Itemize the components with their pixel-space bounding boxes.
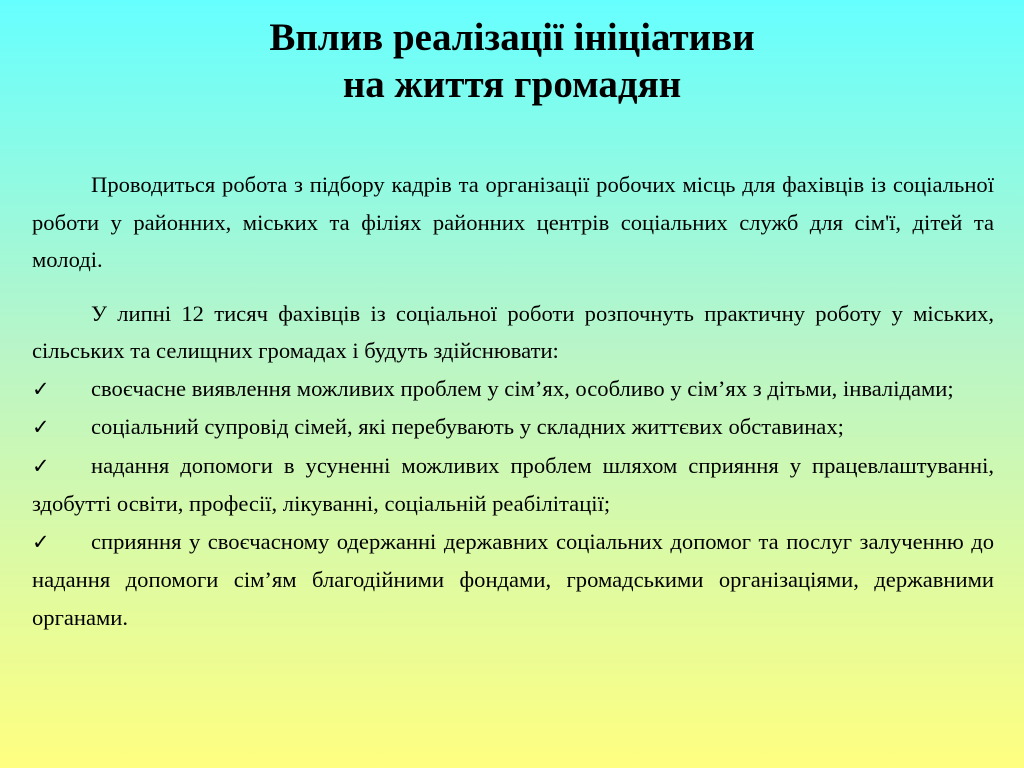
bullet-text: соціальний супровід сімей, які перебувають у складних життєвих обставинах; bbox=[91, 414, 844, 439]
checkmark-icon: ✓ bbox=[32, 453, 50, 478]
bullet-text: своєчасне виявлення можливих проблем у сім’ях, особливо у сім’ях з дітьми, інвалідами; bbox=[91, 375, 954, 401]
list-item bbox=[32, 408, 994, 447]
list-item bbox=[32, 447, 994, 523]
bullet-text: надання допомоги в усуненні можливих проблем шляхом сприяння у працевлаштуванні, здобутті освіти, професії, лікуванні, соціальній реабілітації; bbox=[32, 452, 994, 516]
list-item bbox=[32, 370, 994, 409]
checkmark-icon: ✓ bbox=[32, 376, 50, 401]
checkmark-icon: ✓ bbox=[32, 415, 50, 439]
bullet-list bbox=[32, 370, 994, 637]
list-item bbox=[32, 523, 994, 637]
bullet-text: сприяння у своєчасному одержанні державних соціальних допомог та послуг залученню до надання допомоги сім’ям благодійними фондами, громадськими організаціями, державними органами. bbox=[32, 528, 994, 630]
checkmark-icon: ✓ bbox=[32, 529, 50, 554]
title-line-2: на життя громадян bbox=[342, 63, 682, 106]
paragraph-staffing: Проводиться робота з підбору кадрів та організації робочих місць для фахівців із соціальної роботи у районних, міських та філіях районних центрів соціальних служб для сім'ї, дітей та молоді. bbox=[32, 172, 994, 272]
title-line-1: Вплив реалізації ініціативи bbox=[269, 16, 755, 59]
paragraph-specialists: У липні 12 тисяч фахівців із соціальної роботи розпочнуть практичну роботу у міських, сільських та селищних громадах і будуть здійснювати: bbox=[32, 300, 994, 363]
slide-title bbox=[0, 14, 1024, 108]
slide-body bbox=[32, 166, 994, 636]
